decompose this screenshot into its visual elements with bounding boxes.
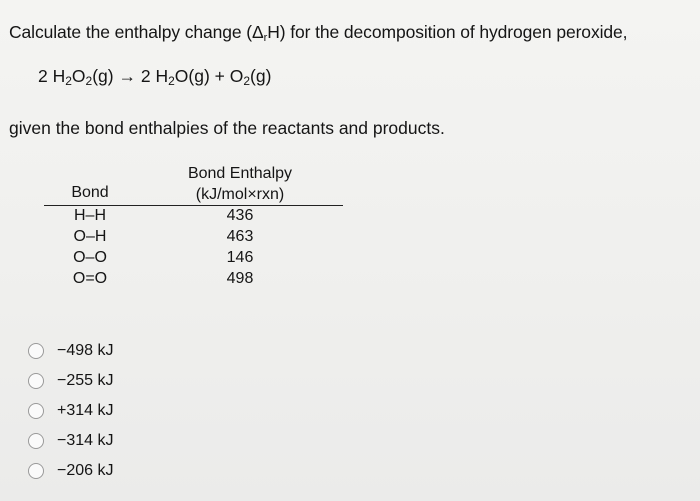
radio-button[interactable]	[28, 463, 44, 479]
enthalpy-column-header: Bond Enthalpy (kJ/mol×rxn)	[187, 165, 293, 203]
answer-option-label: +314 kJ	[57, 402, 114, 419]
table-row	[0, 228, 700, 249]
enthalpy-cell: 463	[226, 228, 254, 245]
question-prompt	[9, 22, 627, 43]
table-row	[0, 249, 700, 270]
answer-option-2[interactable]	[28, 369, 113, 393]
answer-option-label: −314 kJ	[57, 432, 114, 449]
answer-option-label: −255 kJ	[57, 372, 114, 389]
answer-option-label: −206 kJ	[57, 462, 114, 479]
prompt-text-2: H) for the decomposition of hydrogen peroxide,	[267, 22, 628, 42]
radio-button[interactable]	[28, 433, 44, 449]
radio-button[interactable]	[28, 343, 44, 359]
bond-cell: O=O	[72, 270, 108, 287]
table-row	[0, 207, 700, 228]
enthalpy-cell: 498	[226, 270, 254, 287]
enthalpy-cell: 436	[226, 207, 254, 224]
prompt-text-1: Calculate the enthalpy change (Δ	[9, 22, 264, 42]
answer-option-label: −498 kJ	[57, 342, 114, 359]
given-text: given the bond enthalpies of the reactants and products.	[9, 118, 445, 138]
prompt-subscript: r	[263, 32, 268, 44]
radio-button[interactable]	[28, 403, 44, 419]
table-row	[0, 270, 700, 291]
reaction-equation: 2 $H_2O_2(g) \to 2$ $H_2O(g) + O_2(g)$	[38, 66, 272, 88]
answer-option-5[interactable]	[28, 459, 113, 483]
bond-cell: O–H	[73, 228, 107, 245]
radio-button[interactable]	[28, 373, 44, 389]
bond-column-header: Bond	[71, 184, 109, 201]
table-header-divider	[44, 205, 343, 206]
bond-cell: H–H	[73, 207, 106, 224]
bond-cell: O–O	[73, 249, 107, 266]
answer-option-3[interactable]	[28, 399, 113, 423]
answer-option-4[interactable]	[28, 429, 113, 453]
enthalpy-cell: 146	[226, 249, 254, 266]
answer-option-1[interactable]	[28, 339, 113, 363]
